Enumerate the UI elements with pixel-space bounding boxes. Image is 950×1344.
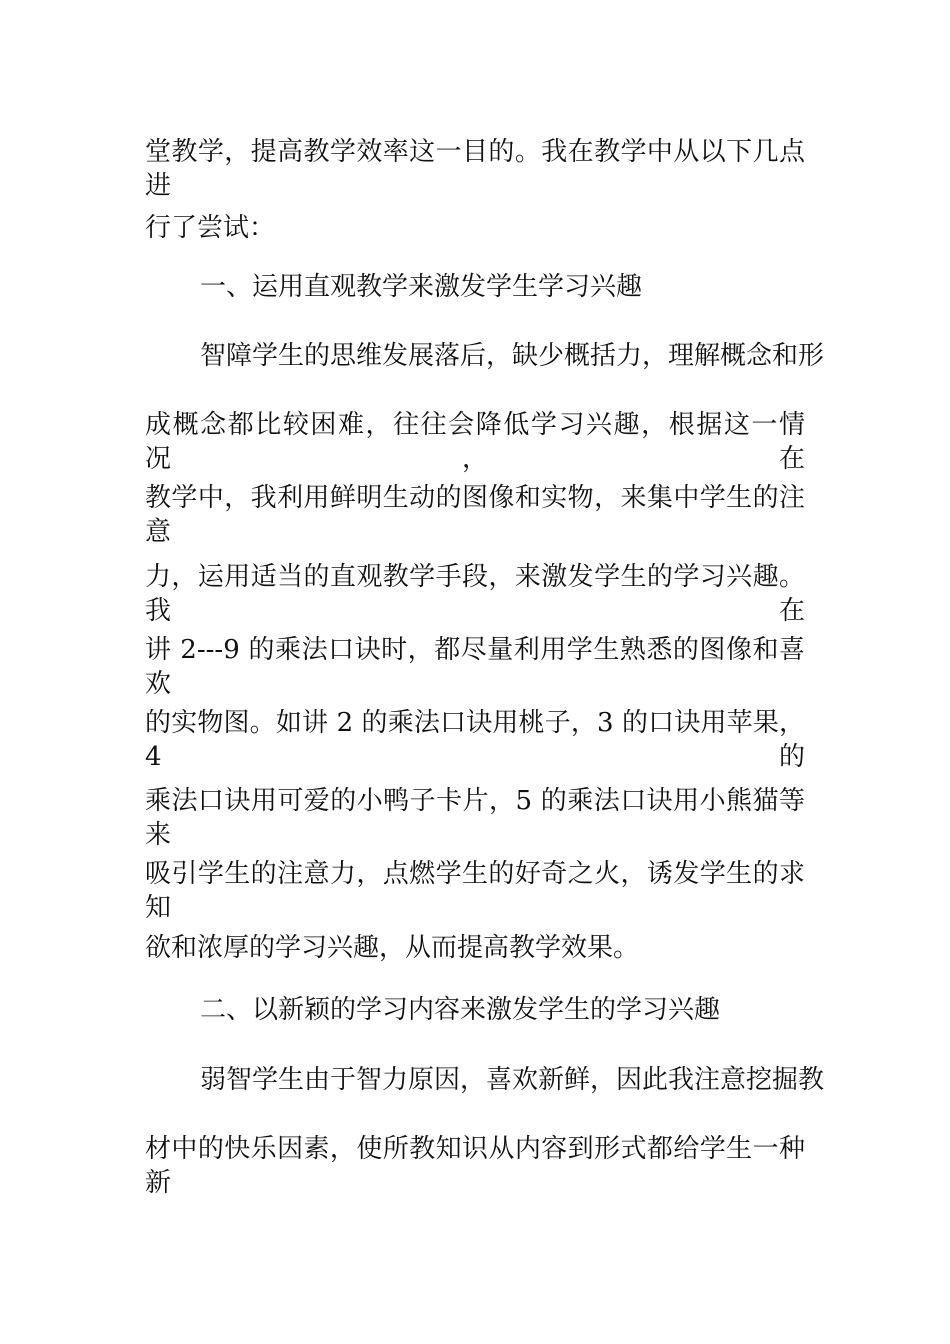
paragraph-line: 欲和浓厚的学习兴趣，从而提高教学效果。 <box>145 933 640 963</box>
paragraph-line: 力，运用适当的直观教学手段，来激发学生的学习兴趣。我在 <box>145 562 805 626</box>
paragraph-line: 乘法口诀用可爱的小鸭子卡片，5 的乘法口诀用小熊猫等来 <box>145 786 805 850</box>
paragraph-line: 行了尝试： <box>145 213 276 243</box>
paragraph-line: 讲 2---9 的乘法口诀时，都尽量利用学生熟悉的图像和喜欢 <box>145 635 805 699</box>
paragraph-line: 弱智学生由于智力原因，喜欢新鲜，因此我注意挖掘教 <box>200 1065 825 1095</box>
paragraph-line: 材中的快乐因素，使所教知识从内容到形式都给学生一种新 <box>145 1134 805 1198</box>
section-heading-2: 二、以新颖的学习内容来激发学生的学习兴趣 <box>200 995 721 1025</box>
paragraph-line: 教学中，我利用鲜明生动的图像和实物，来集中学生的注意 <box>145 483 805 547</box>
section-heading-1: 一、运用直观教学来激发学生学习兴趣 <box>200 272 643 302</box>
paragraph-line: 的实物图。如讲 2 的乘法口诀用桃子，3 的口诀用苹果，4 的 <box>145 708 805 772</box>
paragraph-line: 智障学生的思维发展落后，缺少概括力，理解概念和形 <box>200 341 825 371</box>
paragraph-line: 堂教学，提高教学效率这一目的。我在教学中从以下几点进 <box>145 137 805 201</box>
paragraph-line: 成概念都比较困难，往往会降低学习兴趣，根据这一情况，在 <box>145 410 805 474</box>
paragraph-line: 吸引学生的注意力，点燃学生的好奇之火，诱发学生的求知 <box>145 859 805 923</box>
